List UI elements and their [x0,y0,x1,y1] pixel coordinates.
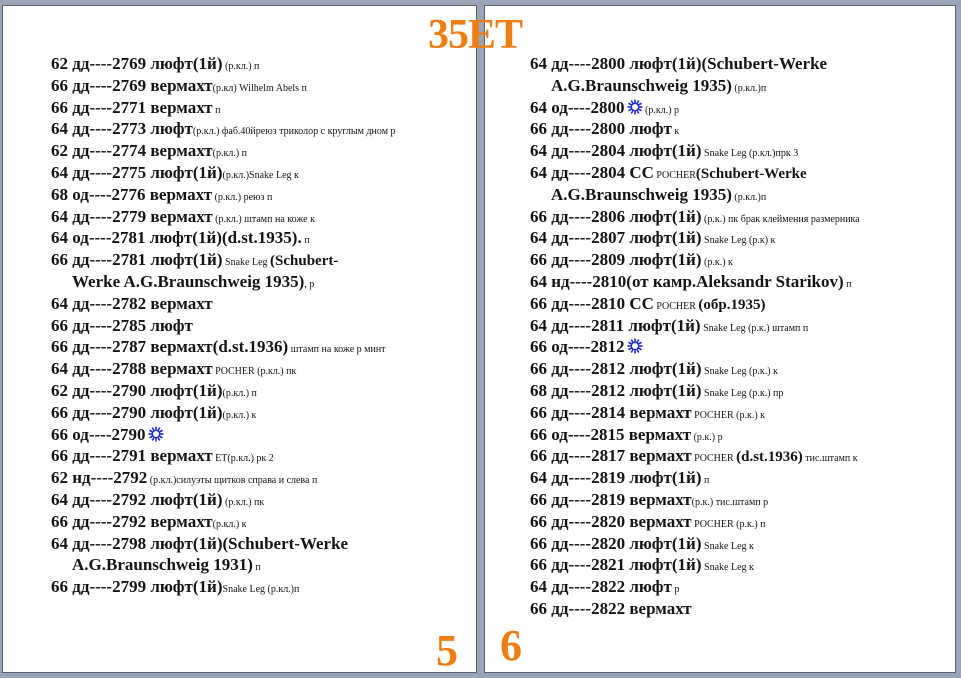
catalog-line [530,598,955,620]
entry-note-text: (р.кл.) к [222,409,257,421]
entry-main-text: 66 дд----2820 люфт(1й) [530,533,702,553]
entry-main-text: 66 дд----2771 вермахт [51,97,213,117]
entry-main-text: 66 дд----2809 люфт(1й) [530,250,702,270]
entry-note-text: POCHER [653,300,699,312]
entry-note-text: п [252,562,261,574]
entry-note-text: ET(р.кл.) рк 2 [212,453,274,465]
entry-main-text: 66 дд----2814 вермахт [530,402,692,422]
catalog-line [51,53,476,75]
entry-main-text: 66 од----2812 [530,337,625,357]
entry-note-text: (р.кл.) п [222,61,260,72]
catalog-line [530,227,955,249]
entry-main-text: 66 дд----2817 вермахт [530,446,692,466]
entry-note-text: (р.кл.) р [642,104,680,116]
catalog-line [530,249,955,271]
entry-note-text: (р.кл.)п [731,191,767,203]
entry-main-text: 64 дд----2811 люфт(1й) [530,315,701,335]
catalog-line [51,467,476,489]
catalog-line [530,97,955,119]
catalog-line [51,184,476,206]
entry-main-text: Werke A.G.Braunschweig 1935) [72,271,305,291]
entry-note-text: (р.кл.) реюз п [212,191,273,203]
entry-main-text: 64 дд----2804 СС [530,162,654,182]
entry-main-text: 66 дд----2791 вермахт [51,446,213,466]
catalog-line [51,75,476,97]
catalog-line [51,380,476,402]
catalog-line [530,554,955,576]
catalog-line [530,424,955,446]
entry-note-text: Snake Leg (р.кл.)прк 3 [701,148,799,160]
catalog-line [530,533,955,555]
catalog-line [530,53,955,75]
entry-main-text: 64 дд----2807 люфт(1й) [530,228,702,248]
entry-main-text: 64 дд----2779 вермахт [51,206,213,226]
entry-note-text: Snake Leg к [701,540,754,552]
catalog-line [530,118,955,140]
entry-main-text: 66 дд----2822 вермахт [530,598,692,618]
entry-note-text: п [212,104,221,116]
catalog-line [51,445,476,467]
entry-main-text: 66 дд----2792 вермахт [51,511,213,531]
entry-main-text: 64 дд----2798 люфт(1й)(Schubert-Werke [51,533,349,553]
entry-main-text: 62 дд----2790 люфт(1й) [51,380,223,400]
entry-note-text: р [671,584,680,596]
entry-tail-text: (Schubert-Werke [695,165,807,182]
entry-note-text: (р.кл.)силуэты щитков справа и слева п [147,475,318,487]
page-number-left: 5 [436,626,458,673]
catalog-line [51,249,476,271]
entry-note-text: POCHER [691,453,737,465]
entry-main-text: 66 дд----2790 люфт(1й) [51,402,223,422]
entry-main-text: 62 дд----2774 вермахт [51,141,213,161]
catalog-line [51,489,476,511]
entry-note-text: Snake Leg (р.к.) штамп п [700,322,809,334]
entry-note-text: (р.кл.)Snake Leg к [222,169,299,181]
entry-main-text: A.G.Braunschweig 1931) [72,555,253,575]
catalog-line [530,511,955,533]
entry-note-text: (р.кл) Wilhelm Abels п [212,82,307,94]
entry-note-text: п [843,278,852,290]
catalog-line [51,140,476,162]
catalog-line [51,293,476,315]
catalog-line [530,336,955,358]
catalog-line [51,271,476,293]
entry-main-text: 66 дд----2769 вермахт [51,75,213,95]
entry-main-text: 64 дд----2804 люфт(1й) [530,141,702,161]
right-page [484,5,956,673]
catalog-line [530,576,955,598]
entry-main-text: 66 дд----2810 СС [530,293,654,313]
entry-note-text: (р.к.) к [701,257,733,269]
sun-emblem-icon [148,426,164,442]
entry-main-text: 64 од----2781 люфт(1й)(d.st.1935). [51,228,302,248]
entry-note-text: (р.кл.) к [212,518,247,530]
entry-main-text: 68 од----2776 вермахт [51,184,213,204]
catalog-line [530,75,955,97]
catalog-line [51,576,476,598]
catalog-line [51,336,476,358]
header-title: 35ET [428,12,523,58]
entry-note-text: POCHER [653,169,696,181]
entry-note-text: Snake Leg [222,257,271,269]
entry-main-text: 66 дд----2800 люфт [530,119,672,139]
catalog-line [530,445,955,467]
entry-note-text: п [701,475,710,487]
entry-main-text: 64 дд----2800 люфт(1й)(Schubert-Werke [530,54,828,73]
entry-note-text: (р.к.) р [691,431,723,443]
catalog-line [530,184,955,206]
entry-tail-text: (обр.1935) [698,296,766,313]
left-page [2,5,477,673]
catalog-line [51,424,476,446]
entry-note-text: Snake Leg к [701,562,754,574]
entry-main-text: 68 дд----2812 люфт(1й) [530,380,702,400]
catalog-line [530,315,955,337]
catalog-line [51,118,476,140]
entry-note-text: POCHER (р.кл.) пк [212,366,297,378]
entry-note-text: POCHER (р.к.) п [691,518,766,530]
entry-note-text: (р.кл.) штамп на коже к [212,213,315,225]
catalog-line [51,358,476,380]
catalog-line [530,489,955,511]
entry-main-text: 66 дд----2819 вермахт [530,489,692,509]
entry-main-text: 66 дд----2806 люфт(1й) [530,206,702,226]
entry-main-text: 62 нд----2792 [51,468,148,488]
entry-note-text: (р.кл.)п [731,82,767,94]
entry-note-text: Snake Leg (р.кл.)п [222,584,300,596]
entry-note-text: п [301,235,310,247]
entry-main-text: 64 дд----2819 люфт(1й) [530,468,702,488]
catalog-line [51,402,476,424]
entry-note-text: штамп на коже р минт [288,344,386,356]
entry-main-text: 62 дд----2769 люфт(1й) [51,54,223,73]
entry-main-text: 64 дд----2773 люфт [51,119,193,139]
entry-note-text: (р.к.) пк брак клеймения размерника [701,213,860,225]
catalog-line [51,97,476,119]
catalog-line [530,358,955,380]
entry-note-text: Snake Leg (р.к.) к [701,366,778,378]
entry-main-text: 66 дд----2785 люфт [51,315,193,335]
catalog-line [51,533,476,555]
entry-note-text: (р.к.) тис.штамп р [691,496,769,508]
right-page-lines [485,53,955,620]
catalog-line [530,380,955,402]
entry-tail-text: (Schubert- [270,253,339,270]
entry-main-text: A.G.Braunschweig 1935) [551,184,732,204]
entry-note-text: Snake Leg (р.к) к [701,235,776,247]
catalog-line [530,271,955,293]
entry-main-text: 64 дд----2788 вермахт [51,359,213,379]
left-page-lines [3,53,476,598]
entry-main-text: 66 од----2790 [51,424,146,444]
entry-main-text: 64 од----2800 [530,97,625,117]
entry-main-text: 64 дд----2782 вермахт [51,293,213,313]
entry-note-text: (р.кл.) п [222,387,257,399]
entry-main-text: 66 дд----2821 люфт(1й) [530,555,702,575]
entry-main-text: 66 дд----2799 люфт(1й) [51,577,223,597]
catalog-line [51,554,476,576]
catalog-line [530,206,955,228]
catalog-line [51,315,476,337]
entry-note-text: (р.кл.) пк [222,496,265,508]
entry-main-text: 66 дд----2812 люфт(1й) [530,359,702,379]
catalog-line [51,206,476,228]
entry-main-text: A.G.Braunschweig 1935) [551,75,732,95]
entry-tail-text: (d.st.1936) [736,449,803,466]
sun-emblem-icon [627,338,643,354]
catalog-line [51,511,476,533]
entry-note-text: (р.кл.) фаб.40йреюз триколор с круглым дном р [192,126,396,138]
catalog-line [530,293,955,315]
entry-main-text: 64 нд----2810(от камр.Aleksandr Starikov) [530,271,844,291]
entry-main-text: 64 дд----2792 люфт(1й) [51,489,223,509]
entry-main-text: 64 дд----2775 люфт(1й) [51,162,223,182]
entry-note-text: , р [304,278,315,290]
entry-note-text: POCHER (р.к.) к [691,409,766,421]
entry-main-text: 66 дд----2787 вермахт(d.st.1936) [51,337,289,357]
entry-note-text: к [671,126,680,138]
catalog-line [530,140,955,162]
catalog-line [530,467,955,489]
catalog-line [51,162,476,184]
entry-note-text: (р.кл.) п [212,148,248,160]
entry-main-text: 64 дд----2822 люфт [530,577,672,597]
entry-note-text: тис.штамп к [802,453,858,465]
catalog-line [530,402,955,424]
catalog-line [51,227,476,249]
entry-note-text: Snake Leg (р.к.) пр [701,387,784,399]
entry-main-text: 66 од----2815 вермахт [530,424,692,444]
catalog-line [530,162,955,184]
page-number-right: 6 [500,621,522,670]
entry-main-text: 66 дд----2781 люфт(1й) [51,250,223,270]
sun-emblem-icon [627,99,643,115]
entry-main-text: 66 дд----2820 вермахт [530,511,692,531]
